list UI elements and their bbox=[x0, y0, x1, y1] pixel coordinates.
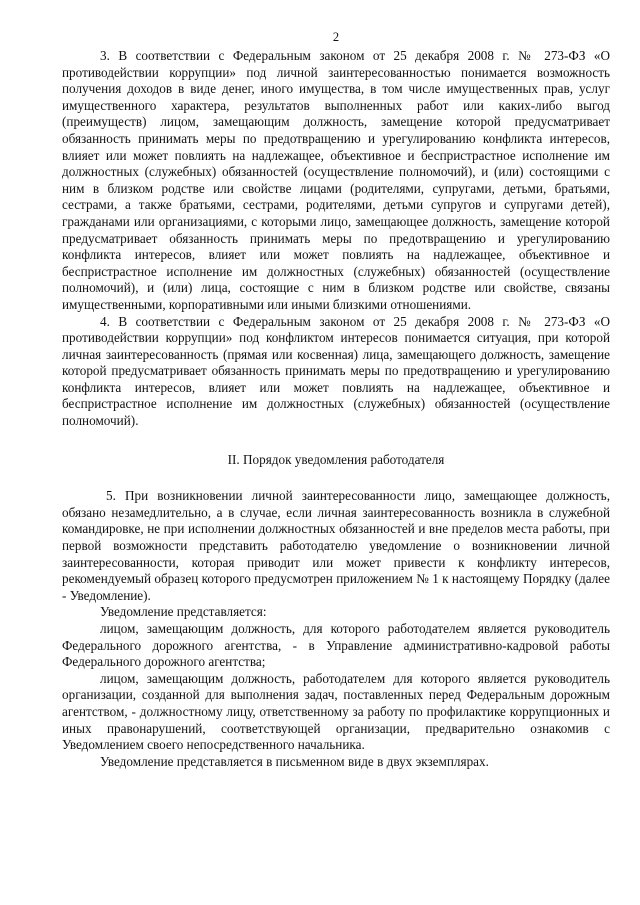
paragraph-5-notification-duty: 5. При возникновении личной заинтересованности лицо, замещающее должность, обязано незамедлительно, а в случае, если личная заинтересованность возникла в служебной командировке, не при исполнении должностных обязанностей и вне пределов места работы, при первой возможности представить работодателю уведомление о возникновении личной заинтересованности, которая приводит или может привести к конфликту интересов, рекомендуемый образец которого предусмотрен приложением № 1 к настоящему Порядку (далее - Уведомление). bbox=[62, 488, 610, 603]
paragraph-case-organization-head: лицом, замещающим должность, работодателем для которого является руководитель организации, созданной для выполнения задач, поставленных перед Федеральным дорожным агентством, - должностному лицу, ответственному за работу по профилактике коррупционных и иных правонарушений, соответствующей организации, предварительно ознакомив с Уведомлением своего непосредственного начальника. bbox=[62, 670, 610, 753]
paragraph-written-form: Уведомление представляется в письменном виде в двух экземплярах. bbox=[100, 753, 489, 769]
paragraph-4-conflict-of-interest: 4. В соответствии с Федеральным законом от 25 декабря 2008 г. № 273-ФЗ «О противодействии коррупции» под конфликтом интересов понимается ситуация, при которой личная заинтересованность (прямая или косвенная) лица, замещающего должность, замещение которой предусматривает обязанность принимать меры по предотвращению и урегулированию конфликта интересов, влияет или может повлиять на надлежащее, объективное и беспристрастное исполнение им должностных (служебных) обязанностей (осуществление полномочий). bbox=[62, 313, 610, 429]
paragraph-notification-submitted: Уведомление представляется: bbox=[100, 604, 267, 620]
paragraph-case-agency-head: лицом, замещающим должность, для которого работодателем является руководитель Федерального дорожного агентства, - в Управление административно-кадровой работы Федерального дорожного агентства; bbox=[62, 621, 610, 670]
section-heading: II. Порядок уведомления работодателя bbox=[227, 451, 445, 467]
document-page bbox=[62, 30, 610, 770]
paragraph-3-personal-interest: 3. В соответствии с Федеральным законом от 25 декабря 2008 г. № 273-ФЗ «О противодействии коррупции» под личной заинтересованностью понимается возможность получения доходов в виде денег, иного имущества, в том числе имущественных прав, услуг имущественного характера, результатов выполненных работ или каких-либо выгод (преимуществ) лицом, замещающим должность, замещение которой предусматривает обязанность принимать меры по предотвращению и урегулированию конфликта интересов, влияет или может повлиять на надлежащее, объективное и беспристрастное исполнение им должностных (служебных) обязанностей (осуществление полномочий), и (или) состоящими с ним в близком родстве или свойстве лицами (родителями, супругами, детьми, братьями, сестрами, а также братьями, сестрами, родителями, детьми супругов и супругами детей), гражданами или организациями, с которыми лицо, замещающее должность, замещение которой предусматривает обязанность принимать меры по предотвращению и урегулированию конфликта интересов, влияет или может повлиять на надлежащее, объективное и беспристрастное исполнение им должностных (служебных) обязанностей (осуществление полномочий), и (или) лица, состоящие с ним в близком родстве или свойстве, связаны имущественными, корпоративными или иными близкими отношениями. bbox=[62, 48, 610, 312]
page-number: 2 bbox=[332, 30, 340, 44]
